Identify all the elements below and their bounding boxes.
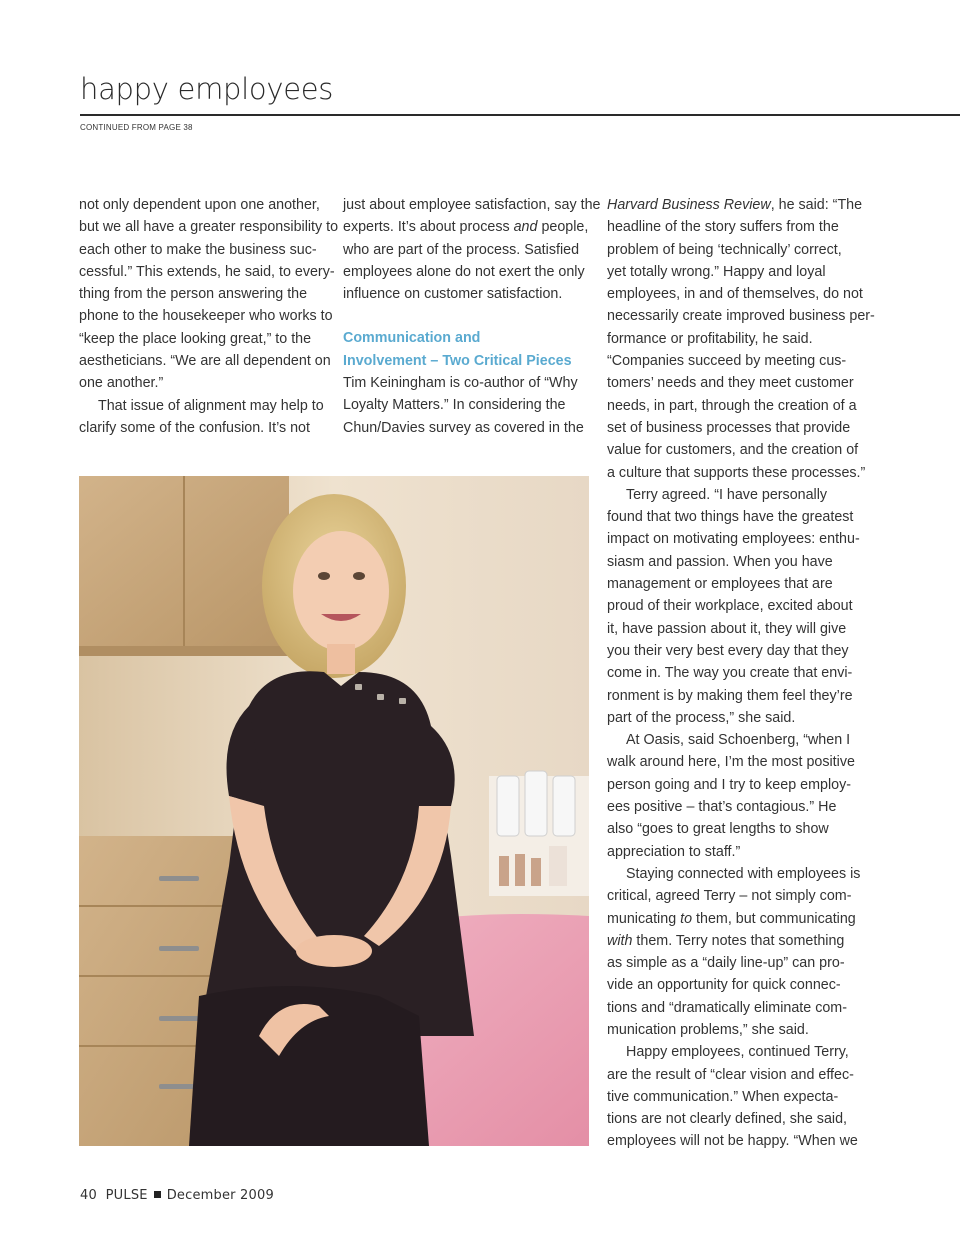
paragraph	[607, 729, 859, 863]
subheading	[343, 327, 593, 372]
article-column-3	[607, 194, 875, 1153]
text-line: aestheticians. “We are all dependent on	[79, 353, 331, 370]
text-line: value for customers, and the creation of	[607, 442, 859, 459]
emphasis-text: with	[607, 932, 633, 949]
text-line: “keep the place looking great,” to the	[79, 330, 312, 347]
article-column-1	[79, 194, 339, 439]
page-footer	[80, 1188, 274, 1203]
text-line: are the result of “clear vision and effec-	[607, 1066, 854, 1083]
page-number: 40	[80, 1188, 97, 1203]
text-line: Chun/Davies survey as covered in the	[343, 419, 584, 436]
emphasis-text: and	[513, 219, 538, 236]
text-line: Loyalty Matters.” In considering the	[343, 397, 566, 414]
text-line: needs, in part, through the creation of a	[607, 397, 857, 414]
text-line: Staying connected with employees is	[626, 865, 861, 882]
issue-date: December 2009	[166, 1188, 274, 1203]
text-line: who are part of the process. Satisfied	[343, 241, 580, 258]
text-line	[607, 930, 859, 952]
text-line: Happy employees, continued Terry,	[626, 1044, 849, 1061]
paragraph	[79, 395, 327, 440]
text-line: tive communication.” When expecta-	[607, 1088, 839, 1105]
text-line: munication problems,” she said.	[607, 1021, 809, 1038]
text-line: walk around here, I’m the most positive	[607, 754, 855, 771]
text-line: management or employees that are	[607, 576, 833, 593]
text-fragment: them, but communicating	[692, 910, 856, 927]
text-line: “Companies succeed by meeting cus-	[607, 353, 847, 370]
paragraph	[343, 372, 593, 439]
subheading-line: Involvement – Two Critical Pieces	[343, 352, 572, 369]
text-line: tions and “dramatically eliminate com-	[607, 999, 847, 1016]
paragraph	[607, 863, 859, 1041]
text-line: ronment is by making them feel they’re	[607, 687, 853, 704]
text-line: influence on customer satisfaction.	[343, 286, 563, 303]
text-line: it, have passion about it, they will give	[607, 620, 847, 637]
text-line: Tim Keiningham is co-author of “Why	[343, 375, 578, 392]
text-line: employees alone do not exert the only	[343, 263, 585, 280]
publication-title: Harvard Business Review	[607, 197, 771, 213]
text-line: found that two things have the greatest	[607, 509, 854, 526]
header-rule	[80, 114, 960, 116]
text-line: thing from the person answering the	[79, 286, 308, 303]
text-line: one another.”	[79, 375, 164, 392]
text-line: just about employee satisfaction, say the	[343, 197, 601, 213]
text-line: but we all have a greater responsibility to	[79, 219, 339, 236]
square-bullet-icon	[154, 1191, 161, 1198]
text-line: employees, in and of themselves, do not	[607, 286, 863, 303]
text-line: critical, agreed Terry – not simply com-	[607, 888, 852, 905]
text-line: headline of the story suffers from the	[607, 219, 839, 236]
text-line: not only dependent upon one another,	[79, 197, 320, 213]
text-line: a culture that supports these processes.”	[607, 464, 866, 481]
text-line: as simple as a “daily line-up” can pro-	[607, 955, 845, 972]
text-line	[607, 194, 863, 216]
paragraph	[607, 1041, 859, 1152]
text-line: employees will not be happy. “When we	[607, 1133, 858, 1150]
text-line: siasm and passion. When you have	[607, 553, 833, 570]
paragraph	[607, 194, 875, 484]
section-title: happy employees	[80, 72, 334, 106]
text-line	[343, 216, 593, 238]
text-line: person going and I try to keep employ-	[607, 776, 851, 793]
text-fragment: experts. It’s about process	[343, 219, 510, 236]
text-line: tions are not clearly defined, she said,	[607, 1111, 848, 1128]
text-line: set of business processes that provide	[607, 419, 851, 436]
magazine-name: PULSE	[105, 1188, 148, 1203]
text-fragment: , he said: “The	[770, 197, 863, 213]
text-line: come in. The way you create that envi-	[607, 665, 853, 682]
paragraph	[607, 484, 859, 729]
text-fragment: people,	[537, 219, 589, 236]
paragraph	[79, 194, 339, 395]
text-line: formance or profitability, he said.	[607, 330, 813, 347]
text-line: cessful.” This extends, he said, to every-	[79, 263, 335, 280]
text-line: also “goes to great lengths to show	[607, 821, 829, 838]
text-line: vide an opportunity for quick connec-	[607, 977, 841, 994]
subheading-line: Communication and	[343, 330, 481, 347]
text-line: Terry agreed. “I have personally	[626, 486, 828, 503]
text-line: necessarily create improved business per-	[607, 308, 875, 325]
text-line	[607, 908, 859, 930]
text-line: appreciation to staff.”	[607, 843, 741, 860]
text-fragment: municating	[607, 910, 681, 927]
paragraph	[343, 194, 601, 305]
text-line: That issue of alignment may help to	[98, 397, 324, 414]
text-line: phone to the housekeeper who works to	[79, 308, 333, 325]
text-line: each other to make the business suc-	[79, 241, 317, 258]
text-line: clarify some of the confusion. It’s not	[79, 419, 310, 436]
text-line: you their very best every day that they	[607, 642, 849, 659]
text-line: impact on motivating employees: enthu-	[607, 531, 860, 548]
article-photo	[79, 476, 589, 1146]
article-column-2	[343, 194, 601, 439]
continued-from-label: CONTINUED FROM PAGE 38	[80, 123, 193, 132]
text-line: yet totally wrong.” Happy and loyal	[607, 263, 826, 280]
text-line: ees positive – that’s contagious.” He	[607, 799, 837, 816]
text-line: tomers’ needs and they meet customer	[607, 375, 854, 392]
text-fragment: them. Terry notes that something	[632, 932, 845, 949]
text-line: part of the process,” she said.	[607, 709, 796, 726]
text-line: At Oasis, said Schoenberg, “when I	[626, 732, 851, 749]
text-line: proud of their workplace, excited about	[607, 598, 853, 615]
emphasis-text: to	[680, 910, 693, 927]
text-line: problem of being ‘technically’ correct,	[607, 241, 842, 258]
